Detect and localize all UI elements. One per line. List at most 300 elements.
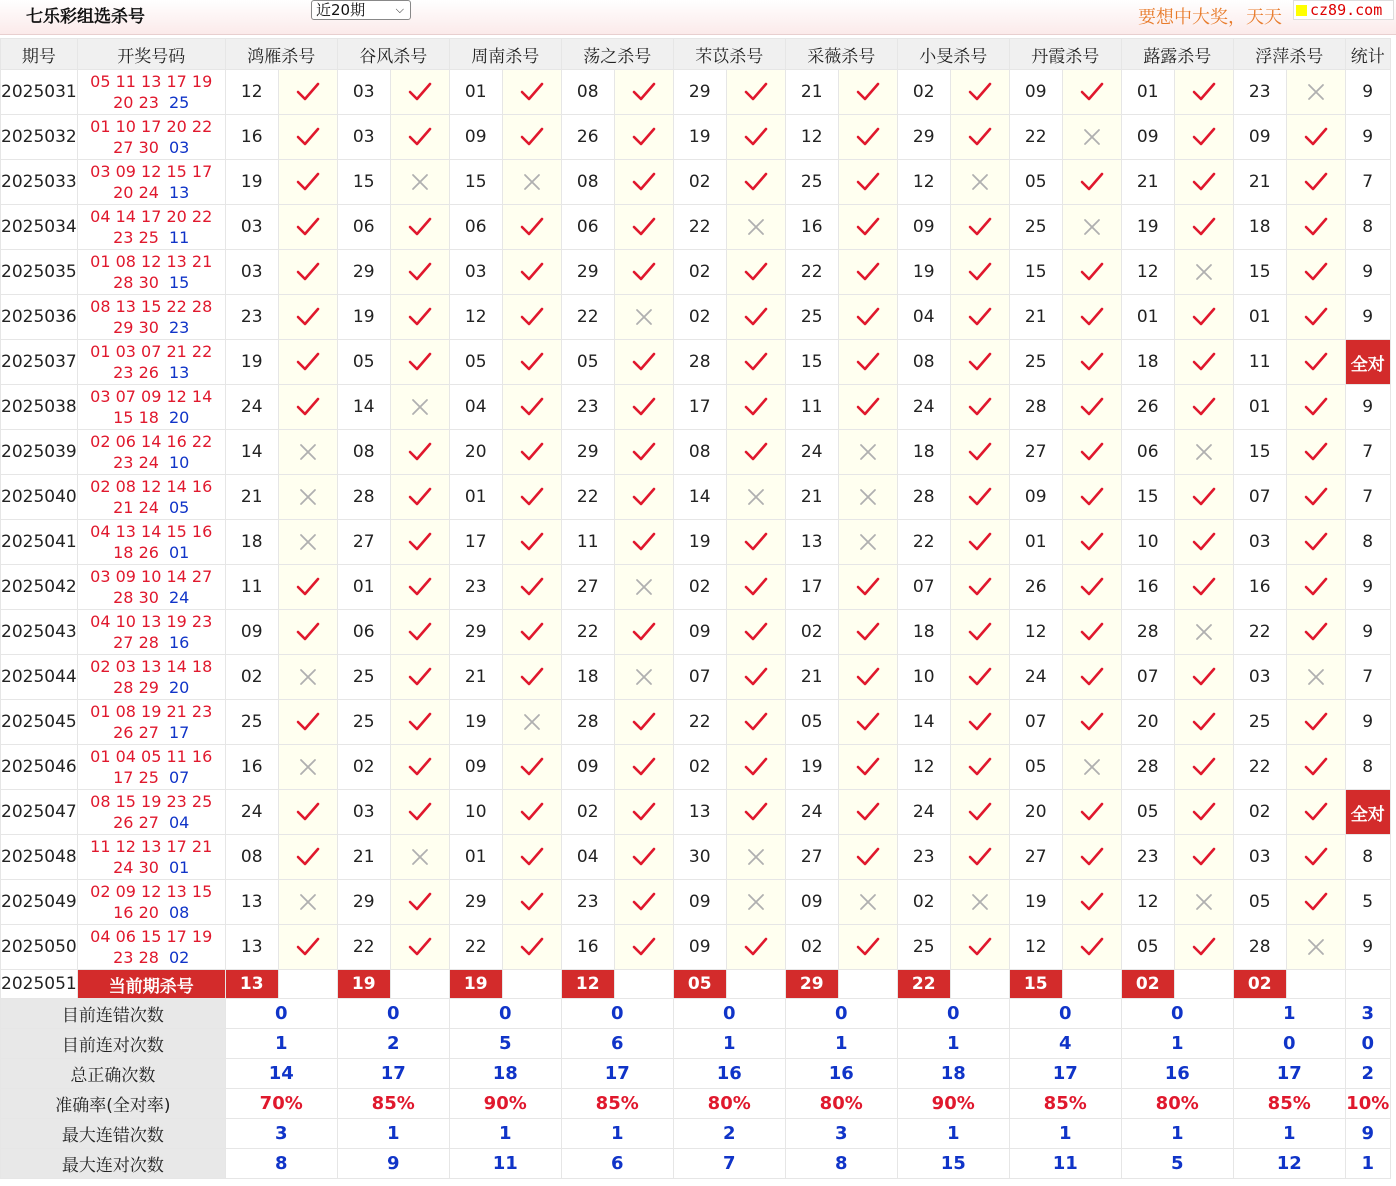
kill-number: 28 [561, 700, 614, 745]
kill-number: 23 [225, 295, 278, 340]
cross-icon [838, 430, 897, 475]
stat-value: 4 [1009, 1029, 1121, 1059]
check-icon [390, 655, 449, 700]
stat-value: 8 [225, 1149, 337, 1179]
kill-number: 19 [673, 520, 726, 565]
check-icon [838, 745, 897, 790]
kill-number: 07 [1121, 655, 1174, 700]
check-icon [838, 115, 897, 160]
cross-icon [614, 295, 673, 340]
check-icon [614, 835, 673, 880]
check-icon [278, 565, 337, 610]
kill-number: 03 [1233, 655, 1286, 700]
current-kill-spacer [390, 970, 449, 999]
check-icon [1062, 925, 1121, 970]
stat-label: 最大连对次数 [1, 1149, 226, 1179]
kill-number: 11 [225, 565, 278, 610]
draw-main-line2: 26 27 [113, 813, 159, 832]
check-icon [1174, 295, 1233, 340]
kill-number: 27 [785, 835, 838, 880]
check-icon [726, 610, 785, 655]
check-icon [950, 790, 1009, 835]
table-row [1, 610, 1391, 655]
draw-main-line2: 28 30 [113, 588, 159, 607]
draw-numbers [77, 385, 225, 430]
check-icon [1286, 475, 1345, 520]
draw-main-line2: 18 26 [113, 543, 159, 562]
stat-value: 1 [673, 1029, 785, 1059]
kill-number: 27 [1009, 430, 1062, 475]
kill-number: 25 [337, 700, 390, 745]
table-row [1, 700, 1391, 745]
draw-special-number: 02 [168, 948, 190, 967]
draw-special-number: 16 [168, 633, 190, 652]
stat-value: 0 [449, 999, 561, 1029]
check-icon [502, 250, 561, 295]
stat-value: 12 [1233, 1149, 1345, 1179]
table-row [1, 340, 1391, 385]
hit-count: 5 [1345, 880, 1390, 925]
check-icon [950, 115, 1009, 160]
stat-label: 目前连对次数 [1, 1029, 226, 1059]
period-cell: 2025048 [1, 835, 78, 880]
draw-special-number: 13 [168, 183, 190, 202]
kill-number: 14 [225, 430, 278, 475]
check-icon [502, 385, 561, 430]
hit-count: 9 [1345, 70, 1390, 115]
kill-number: 20 [1121, 700, 1174, 745]
kill-number: 22 [785, 250, 838, 295]
draw-main-line1: 01 04 05 11 16 [90, 747, 213, 766]
draw-main-line2: 23 24 [113, 453, 159, 472]
check-icon [950, 385, 1009, 430]
check-icon [1062, 655, 1121, 700]
check-icon [278, 295, 337, 340]
draw-main-line2: 21 24 [113, 498, 159, 517]
kill-number: 19 [785, 745, 838, 790]
kill-number: 21 [1233, 160, 1286, 205]
table-row [1, 70, 1391, 115]
stat-value: 1 [1121, 1119, 1233, 1149]
draw-numbers [77, 430, 225, 475]
kill-number: 01 [1121, 70, 1174, 115]
kill-number: 05 [337, 340, 390, 385]
kill-number: 10 [1121, 520, 1174, 565]
check-icon [1286, 205, 1345, 250]
table-row [1, 880, 1391, 925]
check-icon [1286, 520, 1345, 565]
draw-main-line1: 08 15 19 23 25 [90, 792, 213, 811]
stat-value: 1 [225, 1029, 337, 1059]
check-icon [950, 520, 1009, 565]
stat-value: 80% [673, 1089, 785, 1119]
kill-number: 11 [561, 520, 614, 565]
kill-number: 14 [673, 475, 726, 520]
check-icon [278, 115, 337, 160]
check-icon [726, 430, 785, 475]
check-icon [950, 700, 1009, 745]
col-header-expert[interactable]: 周南杀号 [449, 39, 561, 70]
period-cell: 2025032 [1, 115, 78, 160]
check-icon [1286, 790, 1345, 835]
col-header-expert[interactable]: 荡之杀号 [561, 39, 673, 70]
current-kill-spacer [278, 970, 337, 999]
draw-main-line2: 27 28 [113, 633, 159, 652]
table-row [1, 205, 1391, 250]
check-icon [614, 745, 673, 790]
col-header-period: 期号 [1, 39, 78, 70]
period-cell: 2025036 [1, 295, 78, 340]
kill-number: 29 [897, 115, 950, 160]
kill-number: 07 [1009, 700, 1062, 745]
draw-main-line2: 29 30 [113, 318, 159, 337]
kill-number: 25 [337, 655, 390, 700]
draw-numbers [77, 655, 225, 700]
hit-count: 8 [1345, 205, 1390, 250]
cross-icon [278, 520, 337, 565]
check-icon [838, 610, 897, 655]
col-header-expert[interactable]: 采薇杀号 [785, 39, 897, 70]
kill-number: 08 [225, 835, 278, 880]
kill-number: 01 [449, 70, 502, 115]
current-period-cell: 2025051 [1, 970, 78, 999]
kill-number: 18 [897, 610, 950, 655]
kill-number: 02 [897, 70, 950, 115]
draw-special-number: 25 [168, 93, 190, 112]
check-icon [1286, 115, 1345, 160]
period-cell: 2025035 [1, 250, 78, 295]
check-icon [390, 880, 449, 925]
stat-value: 1 [1009, 1119, 1121, 1149]
cross-icon [614, 565, 673, 610]
draw-main-line1: 01 08 12 13 21 [90, 252, 213, 271]
stat-value: 90% [449, 1089, 561, 1119]
check-icon [950, 205, 1009, 250]
check-icon [1286, 250, 1345, 295]
kill-number: 02 [785, 925, 838, 970]
stat-row [1, 1119, 1391, 1149]
stat-value: 9 [337, 1149, 449, 1179]
table-row [1, 475, 1391, 520]
period-cell: 2025033 [1, 160, 78, 205]
draw-main-line2: 28 29 [113, 678, 159, 697]
draw-main-line1: 05 11 13 17 19 [90, 72, 213, 91]
draw-numbers [77, 880, 225, 925]
period-cell: 2025037 [1, 340, 78, 385]
check-icon [278, 160, 337, 205]
hit-count: 7 [1345, 160, 1390, 205]
slogan-banner[interactable]: 要想中大奖，天天 [1138, 7, 1282, 28]
table-row [1, 745, 1391, 790]
cross-icon [726, 835, 785, 880]
check-icon [390, 475, 449, 520]
hit-count: 8 [1345, 835, 1390, 880]
cross-icon [278, 880, 337, 925]
kill-number: 12 [1121, 250, 1174, 295]
kill-number: 05 [561, 340, 614, 385]
kill-number: 13 [673, 790, 726, 835]
check-icon [950, 430, 1009, 475]
kill-number: 19 [337, 295, 390, 340]
kill-number: 27 [561, 565, 614, 610]
current-kill-number: 02 [1233, 970, 1286, 999]
check-icon [614, 250, 673, 295]
draw-main-line2: 15 18 [113, 408, 159, 427]
check-icon [1174, 475, 1233, 520]
check-icon [838, 385, 897, 430]
kill-number: 15 [1233, 430, 1286, 475]
kill-number: 30 [673, 835, 726, 880]
draw-special-number: 20 [168, 408, 190, 427]
all-right-badge: 全对 [1345, 790, 1390, 835]
check-icon [502, 925, 561, 970]
check-icon [726, 790, 785, 835]
check-icon [278, 610, 337, 655]
kill-number: 21 [785, 475, 838, 520]
draw-special-number: 11 [168, 228, 190, 247]
kill-number: 13 [785, 520, 838, 565]
cross-icon [278, 430, 337, 475]
kill-number: 09 [785, 880, 838, 925]
current-kill-number: 15 [1009, 970, 1062, 999]
kill-number: 10 [897, 655, 950, 700]
check-icon [1174, 115, 1233, 160]
current-kill-label: 当前期杀号 [77, 970, 225, 999]
check-icon [1062, 340, 1121, 385]
draw-main-line2: 23 28 [113, 948, 159, 967]
kill-number: 21 [449, 655, 502, 700]
col-header-expert[interactable]: 丹霞杀号 [1009, 39, 1121, 70]
period-cell: 2025041 [1, 520, 78, 565]
table-row [1, 835, 1391, 880]
check-icon [614, 430, 673, 475]
draw-numbers [77, 610, 225, 655]
kill-number: 29 [337, 880, 390, 925]
check-icon [278, 70, 337, 115]
stat-value: 14 [225, 1059, 337, 1089]
hit-count: 7 [1345, 475, 1390, 520]
draw-numbers [77, 205, 225, 250]
stat-value: 17 [1009, 1059, 1121, 1089]
col-header-draw: 开奖号码 [77, 39, 225, 70]
kill-number: 25 [785, 160, 838, 205]
draw-main-line2: 27 30 [113, 138, 159, 157]
check-icon [614, 700, 673, 745]
check-icon [1286, 160, 1345, 205]
check-icon [726, 295, 785, 340]
stat-value: 0 [561, 999, 673, 1029]
stat-value: 16 [785, 1059, 897, 1089]
kill-number: 28 [673, 340, 726, 385]
kill-number: 18 [225, 520, 278, 565]
kill-number: 18 [561, 655, 614, 700]
kill-number: 02 [225, 655, 278, 700]
stat-value: 2 [673, 1119, 785, 1149]
stat-value: 5 [449, 1029, 561, 1059]
stat-value: 0 [225, 999, 337, 1029]
cross-icon [950, 880, 1009, 925]
draw-main-line1: 03 09 12 15 17 [90, 162, 213, 181]
table-row [1, 790, 1391, 835]
draw-main-line2: 16 20 [113, 903, 159, 922]
current-kill-number: 13 [225, 970, 278, 999]
col-header-expert[interactable]: 蕗露杀号 [1121, 39, 1233, 70]
current-kill-spacer [614, 970, 673, 999]
kill-number: 09 [449, 115, 502, 160]
check-icon [838, 205, 897, 250]
table-row [1, 565, 1391, 610]
kill-number: 08 [897, 340, 950, 385]
check-icon [1062, 565, 1121, 610]
hit-count: 9 [1345, 700, 1390, 745]
cross-icon [1174, 250, 1233, 295]
kill-number: 25 [225, 700, 278, 745]
check-icon [950, 610, 1009, 655]
col-header-expert[interactable]: 芣苡杀号 [673, 39, 785, 70]
check-icon [502, 655, 561, 700]
check-icon [390, 250, 449, 295]
check-icon [1062, 880, 1121, 925]
check-icon [390, 565, 449, 610]
check-icon [614, 70, 673, 115]
check-icon [278, 250, 337, 295]
kill-number: 02 [673, 295, 726, 340]
draw-special-number: 01 [168, 858, 190, 877]
current-kill-spacer [726, 970, 785, 999]
check-icon [950, 655, 1009, 700]
check-icon [950, 70, 1009, 115]
check-icon [950, 475, 1009, 520]
check-icon [838, 340, 897, 385]
draw-main-line1: 04 06 15 17 19 [90, 927, 213, 946]
period-cell: 2025039 [1, 430, 78, 475]
check-icon [1062, 835, 1121, 880]
kill-number: 02 [1233, 790, 1286, 835]
kill-number: 22 [1233, 745, 1286, 790]
table-row [1, 655, 1391, 700]
check-icon [838, 835, 897, 880]
stat-row [1, 1029, 1391, 1059]
kill-number: 22 [673, 205, 726, 250]
current-kill-spacer [838, 970, 897, 999]
draw-numbers [77, 520, 225, 565]
check-icon [726, 115, 785, 160]
kill-number: 23 [561, 385, 614, 430]
kill-number: 23 [1233, 70, 1286, 115]
check-icon [390, 745, 449, 790]
kill-number: 26 [1121, 385, 1174, 430]
kill-number: 25 [1233, 700, 1286, 745]
check-icon [726, 250, 785, 295]
current-kill-number: 19 [337, 970, 390, 999]
stat-value: 3 [225, 1119, 337, 1149]
period-select[interactable] [311, 0, 411, 20]
check-icon [726, 655, 785, 700]
kill-number: 24 [897, 385, 950, 430]
draw-special-number: 24 [168, 588, 190, 607]
col-header-expert[interactable]: 浮萍杀号 [1233, 39, 1345, 70]
check-icon [950, 340, 1009, 385]
cross-icon [278, 475, 337, 520]
kill-number: 15 [1009, 250, 1062, 295]
stat-value: 80% [785, 1089, 897, 1119]
stat-value: 90% [897, 1089, 1009, 1119]
site-badge[interactable] [1293, 0, 1394, 20]
kill-number: 11 [785, 385, 838, 430]
check-icon [838, 655, 897, 700]
kill-number: 06 [561, 205, 614, 250]
kill-number: 28 [897, 475, 950, 520]
check-icon [390, 340, 449, 385]
current-kill-spacer [950, 970, 1009, 999]
check-icon [1174, 925, 1233, 970]
draw-numbers [77, 70, 225, 115]
col-header-expert[interactable]: 小旻杀号 [897, 39, 1009, 70]
kill-number: 01 [337, 565, 390, 610]
kill-number: 18 [1233, 205, 1286, 250]
check-icon [838, 700, 897, 745]
kill-number: 21 [785, 655, 838, 700]
draw-main-line1: 11 12 13 17 21 [90, 837, 213, 856]
table-row [1, 385, 1391, 430]
stat-value: 11 [449, 1149, 561, 1179]
kill-number: 21 [337, 835, 390, 880]
check-icon [390, 520, 449, 565]
kill-number: 18 [897, 430, 950, 475]
kill-number: 03 [449, 250, 502, 295]
hit-count: 9 [1345, 115, 1390, 160]
current-kill-number: 12 [561, 970, 614, 999]
kill-number: 12 [897, 745, 950, 790]
check-icon [726, 520, 785, 565]
check-icon [502, 565, 561, 610]
cross-icon [1286, 655, 1345, 700]
kill-number: 16 [225, 115, 278, 160]
stat-value: 6 [561, 1149, 673, 1179]
col-header-expert[interactable]: 谷风杀号 [337, 39, 449, 70]
stat-value: 17 [561, 1059, 673, 1089]
kill-number: 25 [1009, 340, 1062, 385]
kill-number: 25 [897, 925, 950, 970]
cross-icon [950, 160, 1009, 205]
site-name: cz89.com [1310, 1, 1383, 19]
cross-icon [726, 475, 785, 520]
kill-number: 09 [1121, 115, 1174, 160]
col-header-expert[interactable]: 鸿雁杀号 [225, 39, 337, 70]
kill-number: 22 [1233, 610, 1286, 655]
kill-number: 28 [1009, 385, 1062, 430]
draw-special-number: 01 [168, 543, 190, 562]
stat-value: 1 [785, 1029, 897, 1059]
cross-icon [838, 475, 897, 520]
hit-count: 9 [1345, 925, 1390, 970]
kill-number: 19 [225, 340, 278, 385]
draw-numbers [77, 700, 225, 745]
stat-value: 17 [337, 1059, 449, 1089]
check-icon [726, 700, 785, 745]
stat-value: 0 [1009, 999, 1121, 1029]
kill-number: 12 [1121, 880, 1174, 925]
check-icon [1286, 880, 1345, 925]
stat-total: 3 [1345, 999, 1390, 1029]
stat-value: 7 [673, 1149, 785, 1179]
check-icon [726, 745, 785, 790]
kill-number: 09 [1233, 115, 1286, 160]
check-icon [1062, 250, 1121, 295]
kill-number: 09 [1009, 70, 1062, 115]
kill-number: 09 [673, 880, 726, 925]
draw-numbers [77, 475, 225, 520]
